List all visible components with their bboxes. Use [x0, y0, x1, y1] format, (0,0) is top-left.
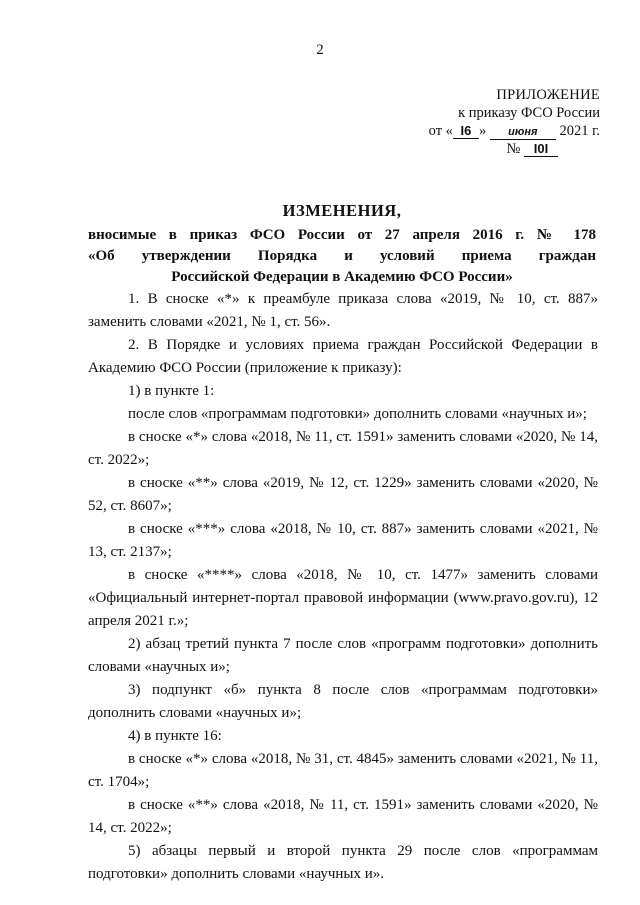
paragraph: в сноске «***» слова «2018, № 10, ст. 887» заменить словами «2021, № 13, ст. 2137»;	[88, 521, 598, 560]
paragraph: в сноске «*» слова «2018, № 31, ст. 4845» заменить словами «2021, № 11, ст. 1704»;	[88, 751, 598, 790]
heading-title: ИЗМЕНЕНИЯ,	[282, 201, 402, 220]
date-month: июня	[490, 125, 556, 140]
appendix-block	[410, 86, 600, 158]
number-prefix: №	[506, 141, 521, 157]
document-body	[88, 288, 598, 886]
paragraph: 1. В сноске «*» к преамбуле приказа слова «2019, № 10, ст. 887» заменить словами «2021, № 1, ст. 56».	[88, 291, 598, 330]
page-number: 2	[316, 42, 324, 58]
paragraph: в сноске «****» слова «2018, № 10, ст. 1477» заменить словами «Официальный интернет-портал правовой информации (www.pravo.gov.ru), 12 апреля 2021 г.»;	[88, 567, 598, 629]
paragraph: 2) абзац третий пункта 7 после слов «программ подготовки» дополнить словами «научных и»;	[88, 636, 598, 675]
paragraph: 5) абзацы первый и второй пункта 29 после слов «программам подготовки» дополнить словами «научных и».	[88, 843, 598, 882]
date-mid: »	[478, 123, 487, 139]
heading-line-2: «Об утверждении Порядка и условий приема граждан	[88, 248, 596, 264]
appendix-date-line	[410, 122, 600, 140]
date-year: 2021 г.	[559, 123, 600, 139]
paragraph: в сноске «**» слова «2019, № 12, ст. 1229» заменить словами «2020, № 52, ст. 8607»;	[88, 475, 598, 514]
paragraph: 4) в пункте 16:	[128, 728, 222, 744]
appendix-order-ref: к приказу ФСО России	[458, 105, 600, 121]
order-number: I0I	[524, 142, 558, 157]
heading-line-1: вносимые в приказ ФСО России от 27 апреля 2016 г. № 178	[88, 227, 596, 243]
paragraph: в сноске «*» слова «2018, № 11, ст. 1591» заменить словами «2020, № 14, ст. 2022»;	[88, 429, 598, 468]
paragraph: 1) в пункте 1:	[128, 383, 215, 399]
date-prefix: от «	[428, 123, 453, 139]
appendix-number-line	[410, 140, 600, 158]
paragraph: 2. В Порядке и условиях приема граждан Российской Федерации в Академию ФСО России (приложение к приказу):	[88, 337, 598, 376]
paragraph: в сноске «**» слова «2018, № 11, ст. 1591» заменить словами «2020, № 14, ст. 2022»;	[88, 797, 598, 836]
date-day: I6	[453, 124, 479, 139]
paragraph: после слов «программам подготовки» дополнить словами «научных и»;	[128, 406, 587, 422]
document-heading	[88, 201, 596, 288]
paragraph: 3) подпункт «б» пункта 8 после слов «программам подготовки» дополнить словами «научных и»;	[88, 682, 598, 721]
appendix-title: ПРИЛОЖЕНИЕ	[496, 87, 600, 103]
heading-line-3: Российской Федерации в Академию ФСО России»	[171, 269, 513, 285]
